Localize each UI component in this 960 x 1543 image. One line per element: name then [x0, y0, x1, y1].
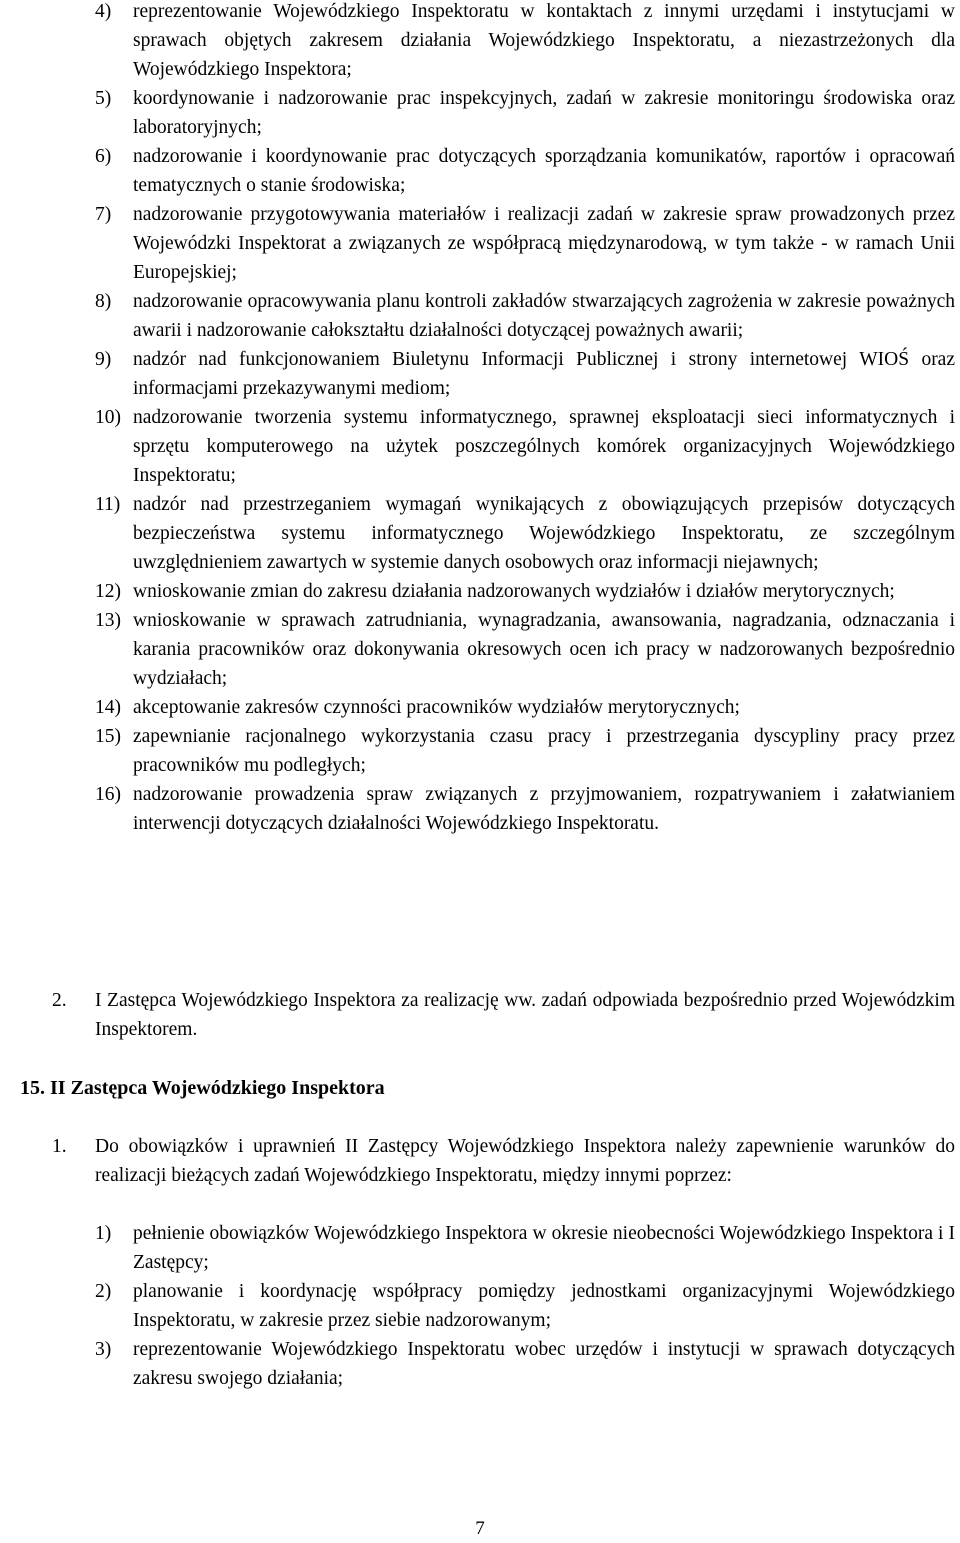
- list-item-text: nadzorowanie opracowywania planu kontroli zakładów stwarzających zagrożenia w zakresie poważnych awarii i nadzorowanie całokształtu działalności dotyczącej poważnych awarii;: [133, 291, 955, 341]
- paragraph-number: 1.: [52, 1136, 67, 1157]
- list-item-text: wnioskowanie w sprawach zatrudniania, wynagradzania, awansowania, nagradzania, odznaczania i karania pracowników oraz dokonywania okresowych ocen ich pracy w nadzorowanych bezpośrednio wydziałach;: [133, 610, 955, 689]
- list-item-number: 6): [95, 146, 112, 167]
- list-item: [0, 403, 960, 490]
- list-item-text: reprezentowanie Wojewódzkiego Inspektoratu w kontaktach z innymi urzędami i instytucjami w sprawach objętych zakresem działania Wojewódzkiego Inspektoratu, a niezastrzeżonych dla Wojewódzkiego Inspektora;: [133, 1, 955, 80]
- list-item-text: planowanie i koordynację współpracy pomiędzy jednostkami organizacyjnymi Wojewódzkiego Inspektoratu, w zakresie przez siebie nadzorowanym;: [133, 1281, 955, 1331]
- section-heading: 15. II Zastępca Wojewódzkiego Inspektora: [20, 1077, 385, 1099]
- list-item: [0, 780, 960, 838]
- list-item-number: 5): [95, 88, 112, 109]
- list-item-number: 3): [95, 1339, 112, 1360]
- list-item-number: 9): [95, 349, 112, 370]
- list-item-number: 2): [95, 1281, 112, 1302]
- list-item-number: 7): [95, 204, 112, 225]
- list-item: [0, 142, 960, 200]
- list-item-number: 10): [95, 407, 121, 428]
- list-item-text: nadzór nad funkcjonowaniem Biuletynu Informacji Publicznej i strony internetowej WIOŚ oraz informacjami przekazywanymi mediom;: [133, 349, 955, 399]
- list-item-text: koordynowanie i nadzorowanie prac inspekcyjnych, zadań w zakresie monitoringu środowiska oraz laboratoryjnych;: [133, 88, 955, 138]
- list-item: [0, 287, 960, 345]
- list-item-text: nadzorowanie i koordynowanie prac dotyczących sporządzania komunikatów, raportów i opracowań tematycznych o stanie środowiska;: [133, 146, 955, 196]
- list-item-text: nadzorowanie tworzenia systemu informatycznego, sprawnej eksploatacji sieci informatycznych i sprzętu komputerowego na użytek poszczególnych komórek organizacyjnych Wojewódzkiego Inspektoratu;: [133, 407, 955, 486]
- page-number: 7: [475, 1518, 485, 1539]
- list-item-number: 1): [95, 1223, 112, 1244]
- list-item-text: zapewnianie racjonalnego wykorzystania czasu pracy i przestrzegania dyscypliny pracy przez pracowników mu podległych;: [133, 726, 955, 776]
- list-item-text: akceptowanie zakresów czynności pracowników wydziałów merytorycznych;: [133, 697, 740, 718]
- paragraph-text: Do obowiązków i uprawnień II Zastępcy Wojewódzkiego Inspektora należy zapewnienie warunków do realizacji bieżących zadań Wojewódzkiego Inspektoratu, między innymi poprzez:: [95, 1136, 955, 1186]
- list-item-number: 14): [95, 697, 121, 718]
- list-item-text: wnioskowanie zmian do zakresu działania nadzorowanych wydziałów i działów merytorycznych;: [133, 581, 895, 602]
- paragraph-1: [0, 1132, 960, 1190]
- list-item-number: 11): [95, 494, 121, 515]
- list-item-number: 4): [95, 1, 112, 22]
- list-item: [0, 345, 960, 403]
- duties-list-second-deputy: [0, 1219, 960, 1393]
- list-item: [0, 606, 960, 693]
- list-item-number: 15): [95, 726, 121, 747]
- list-item-text: nadzorowanie prowadzenia spraw związanych z przyjmowaniem, rozpatrywaniem i załatwianiem interwencji dotyczących działalności Wojewódzkiego Inspektoratu.: [133, 784, 955, 834]
- paragraph-2: [0, 986, 960, 1044]
- list-item-number: 13): [95, 610, 121, 631]
- list-item: [0, 722, 960, 780]
- list-item-text: nadzorowanie przygotowywania materiałów i realizacji zadań w zakresie spraw prowadzonych przez Wojewódzki Inspektorat a związanych ze współpracą międzynarodową, w tym także - w ramach Unii Europejskiej;: [133, 204, 955, 283]
- list-item: [0, 1277, 960, 1335]
- list-item: [0, 490, 960, 577]
- list-item-text: reprezentowanie Wojewódzkiego Inspektoratu wobec urzędów i instytucji w sprawach dotyczących zakresu swojego działania;: [133, 1339, 955, 1389]
- list-item: [0, 1335, 960, 1393]
- list-item-number: 8): [95, 291, 112, 312]
- list-item: [0, 200, 960, 287]
- paragraph-number: 2.: [52, 990, 67, 1011]
- list-item-text: nadzór nad przestrzeganiem wymagań wynikających z obowiązujących przepisów dotyczących bezpieczeństwa systemu informatycznego Wojewódzkiego Inspektoratu, ze szczególnym uwzględnieniem zawartych w systemie danych osobowych oraz informacji niejawnych;: [133, 494, 955, 573]
- list-item: [0, 577, 960, 606]
- list-item-text: pełnienie obowiązków Wojewódzkiego Inspektora w okresie nieobecności Wojewódzkiego Inspektora i I Zastępcy;: [133, 1223, 955, 1273]
- list-item: [0, 84, 960, 142]
- paragraph-text: I Zastępca Wojewódzkiego Inspektora za realizację ww. zadań odpowiada bezpośrednio przed Wojewódzkim Inspektorem.: [95, 990, 955, 1040]
- list-item: [0, 1219, 960, 1277]
- list-item-number: 12): [95, 581, 121, 602]
- list-item-number: 16): [95, 784, 121, 805]
- list-item: [0, 693, 960, 722]
- list-item: [0, 0, 960, 84]
